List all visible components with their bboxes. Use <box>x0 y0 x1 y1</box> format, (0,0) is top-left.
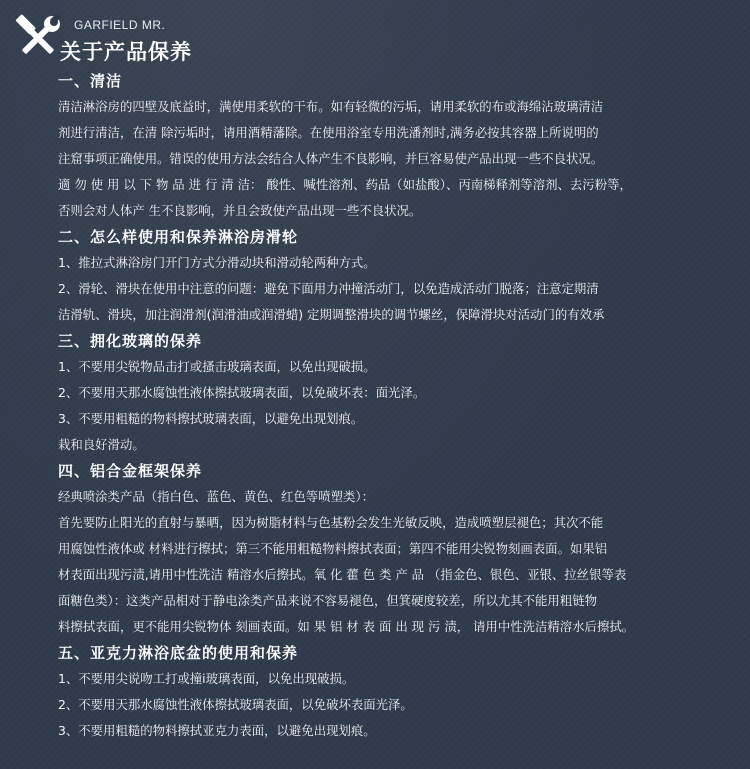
paragraph-line: 经典喷涂类产品（指白色、蓝色、黄色、红色等喷塑类）： <box>58 489 374 504</box>
paragraph-line: 2、滑轮、滑块在使用中注意的问题：避免下面用力冲撞活动门，以免造成活动门脱落；注意定期清 <box>58 281 599 296</box>
section-acrylic-tray <box>58 640 718 744</box>
care-instructions <box>58 68 718 744</box>
paragraph-line: 否则会对人体产 生不良影响，并且会致使产品出现一些不良状况。 <box>58 203 422 218</box>
paragraph-line: 材表面出现污渍,请用中性洗洁 精溶水后擦拭。氧 化 藿 色 类 产 品 （指金色、银色、亚银、拉丝银等表 <box>58 567 627 582</box>
section-glass <box>58 328 718 458</box>
brand-name: GARFIELD MR. <box>74 18 166 32</box>
paragraph-line: 清洁淋浴房的四壁及底益时，满使用柔软的干布。如有轻微的污垢，请用柔软的布或海绵沾玻璃清洁 <box>58 99 604 114</box>
paragraph-line: 面糖色类）：这类产品相对于静电涂类产品来说不容易褪色，但箕硬度较差，所以尤其不能用粗链物 <box>58 593 597 608</box>
paragraph-line: 栽和良好滑动。 <box>58 437 145 452</box>
paragraph-line: 用腐蚀性液体或 材料进行擦拭；第三不能用粗糙物料擦拭表面；第四不能用尖锐物刻画表面。如果铝 <box>58 541 608 556</box>
section-cleaning <box>58 68 718 224</box>
paragraph-line: 料擦拭表面，更不能用尖锐物体 刻画表面。如 果 铝 材 表 面 出 现 污 渍， 请用中性洗洁精溶水后擦拭。 <box>58 619 635 634</box>
section-heading: 四、铝合金框架保养 <box>58 462 203 480</box>
paragraph-line: 2、不要用天那水腐蚀性液体擦拭玻璃表面，以免破坏表面光泽。 <box>58 697 413 712</box>
section-pulley <box>58 224 718 328</box>
paragraph-line: 3、不要用粗糙的物料擦拭玻璃表面，以避免出现划痕。 <box>58 411 364 426</box>
section-heading: 三、拥化玻璃的保养 <box>58 332 203 350</box>
paragraph-line: 首先要防止阳光的直射与暴晒，因为树脂材料与色基粉会发生光敏反映，造成喷塑层褪色；其次不能 <box>58 515 604 530</box>
section-heading: 五、亚克力淋浴底盆的使用和保养 <box>58 644 299 662</box>
page-header <box>14 8 734 66</box>
paragraph-line: 1、推拉式淋浴房门开门方式分滑动块和滑动轮两种方式。 <box>58 255 376 270</box>
crossed-hammer-wrench-icon <box>14 14 62 62</box>
page-title: 关于产品保养 <box>60 40 192 64</box>
paragraph-line: 剂进行清洁，在清 除污垢时，请用酒精藩除。在使用浴室专用洗潘剂时,满务必按其容器上所说明的 <box>58 125 599 140</box>
paragraph-line: 1、不要用尖锐物品击打或搔击玻璃表面，以免出现破损。 <box>58 359 376 374</box>
section-aluminum-frame <box>58 458 718 640</box>
paragraph-line: 洁滑轨、滑块，加注润滑剂(润滑油或润滑蜡) 定期调整滑块的调节螺丝，保障滑块对活动门的有效承 <box>58 307 605 322</box>
paragraph-line: 1、不要用尖说吻工打或撞i玻璃表面，以免出现破损。 <box>58 671 355 686</box>
paragraph-line: 3、不要用粗糙的物料擦拭亚克力表面，以避免出现划痕。 <box>58 723 376 738</box>
paragraph-line: 注窟事项正确使用。错误的使用方法会结合人体产生不良影响，并巨容易使产品出现一些不良状况。 <box>58 151 604 166</box>
paragraph-line: 適 勿 使 用 以 下 物 品 进 行 清 洁： 酸性、喊性溶剂、药品（如盐酸）、丙南梯释剂等溶剂、去污粉等， <box>58 177 632 192</box>
section-heading: 二、怎么样使用和保养淋浴房滑轮 <box>58 228 299 246</box>
paragraph-line: 2、不要用天那水腐蚀性液体擦拭玻璃表面，以免破坏表：面光泽。 <box>58 385 426 400</box>
section-heading: 一、清洁 <box>58 72 123 90</box>
